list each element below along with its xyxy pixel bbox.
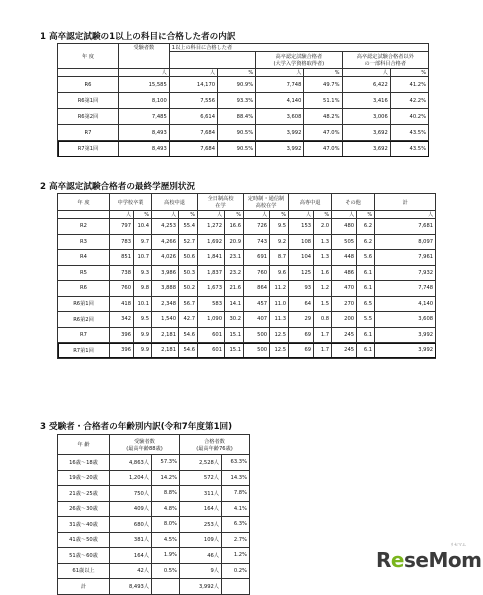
table-cell: 108 bbox=[289, 234, 314, 250]
table-cell: 14.1 bbox=[225, 296, 244, 312]
col-header-partial: 高卒認定試験合格者以外 の一部科目合格者 bbox=[342, 52, 428, 69]
table-row bbox=[58, 532, 250, 548]
table-cell: 7,748 bbox=[256, 77, 304, 93]
table-cell: 14,170 bbox=[169, 77, 217, 93]
table-cell: 457 bbox=[244, 296, 270, 312]
col-header-examinees: 受験者数 (最高年齢88歳) bbox=[110, 435, 180, 455]
table-cell: 760 bbox=[110, 281, 134, 297]
unit-cell: 人 bbox=[110, 211, 134, 219]
table-cell: 1.6 bbox=[314, 265, 332, 281]
table-cell: 3,992 bbox=[375, 327, 436, 343]
table-cell: 8.0% bbox=[152, 517, 180, 533]
table-cell: 15.1 bbox=[225, 327, 244, 343]
table-cell: 90.5% bbox=[218, 141, 256, 157]
table-cell: 6.3% bbox=[222, 517, 250, 533]
table-cell: 4,140 bbox=[256, 93, 304, 109]
table-cell: 4,140 bbox=[375, 296, 436, 312]
unit-cell: % bbox=[218, 69, 256, 77]
unit-cell: 人 bbox=[375, 211, 436, 219]
table-cell: 396 bbox=[110, 343, 134, 359]
row-label: R7第1回 bbox=[58, 141, 119, 157]
table-cell: 505 bbox=[332, 234, 357, 250]
table-cell: 9人 bbox=[180, 563, 222, 579]
table-cell: 40.2% bbox=[390, 109, 428, 125]
col-header-year: 年 度 bbox=[58, 44, 119, 69]
table-cell: 738 bbox=[110, 265, 134, 281]
table-cell: 55.4 bbox=[179, 219, 198, 235]
table-cell: 7,748 bbox=[375, 281, 436, 297]
section-1-title: 1 高卒認定試験の1以上の科目に合格した者の内訳 bbox=[40, 32, 236, 42]
table-cell: 342 bbox=[110, 312, 134, 328]
table-cell: 11.3 bbox=[270, 312, 289, 328]
table-row bbox=[58, 93, 429, 109]
col-header-age: 年 齢 bbox=[58, 435, 110, 455]
row-label: R6 bbox=[58, 281, 110, 297]
table-row bbox=[58, 312, 436, 328]
table-cell: 5.6 bbox=[357, 250, 375, 266]
table-cell: 42人 bbox=[110, 563, 152, 579]
col-header-passed-one-or-more: 1以上の科目に合格した者 bbox=[169, 44, 428, 52]
row-label: R2 bbox=[58, 219, 110, 235]
table-cell: 42.7 bbox=[179, 312, 198, 328]
table-cell: 750人 bbox=[110, 486, 152, 502]
table-cell: 9.6 bbox=[270, 265, 289, 281]
table-cell: 1,837 bbox=[198, 265, 225, 281]
unit-cell: 人 bbox=[256, 69, 304, 77]
table-cell: 1,272 bbox=[198, 219, 225, 235]
table-cell: 10.1 bbox=[134, 296, 152, 312]
table-cell: 3,992 bbox=[256, 125, 304, 141]
table-cell: 2,528人 bbox=[180, 455, 222, 471]
row-label: R5 bbox=[58, 265, 110, 281]
unit-cell: % bbox=[314, 211, 332, 219]
table-cell: 3,692 bbox=[342, 125, 390, 141]
table-cell: 0.5% bbox=[152, 563, 180, 579]
table-cell: 9.7 bbox=[134, 234, 152, 250]
row-label: R7 bbox=[58, 327, 110, 343]
table-cell: 7,932 bbox=[375, 265, 436, 281]
table-cell: 54.6 bbox=[179, 343, 198, 359]
table-cell: 1,841 bbox=[198, 250, 225, 266]
table-cell: 11.0 bbox=[270, 296, 289, 312]
table-cell: 9.3 bbox=[134, 265, 152, 281]
unit-cell: % bbox=[225, 211, 244, 219]
table-cell: 8.7 bbox=[270, 250, 289, 266]
col-header-examinees: 受験者数 bbox=[118, 44, 169, 69]
table-cell: 760 bbox=[244, 265, 270, 281]
table-cell: 93.3% bbox=[218, 93, 256, 109]
col-header-parttime-hs: 定時制・通信制 高校在学 bbox=[244, 194, 289, 211]
table-cell: 572人 bbox=[180, 470, 222, 486]
unit-cell: 人 bbox=[152, 211, 179, 219]
unit-cell: 人 bbox=[118, 69, 169, 77]
table-cell: 164人 bbox=[180, 501, 222, 517]
table-cell: 3,992 bbox=[375, 343, 436, 359]
table-cell: 69 bbox=[289, 343, 314, 359]
table-cell: 4.5% bbox=[152, 532, 180, 548]
col-header-hs-dropout: 高校中退 bbox=[152, 194, 198, 211]
col-header-fulltime-hs: 全日制高校 在学 bbox=[198, 194, 244, 211]
row-label: R3 bbox=[58, 234, 110, 250]
table-cell: 6.1 bbox=[357, 265, 375, 281]
table-row bbox=[58, 501, 250, 517]
table-cell: 29 bbox=[289, 312, 314, 328]
unit-cell: 人 bbox=[332, 211, 357, 219]
table-cell: 64 bbox=[289, 296, 314, 312]
table-cell: 2.7% bbox=[222, 532, 250, 548]
table-cell: 4.1% bbox=[222, 501, 250, 517]
table-row bbox=[58, 343, 436, 359]
table-row bbox=[58, 141, 429, 157]
table-cell: 726 bbox=[244, 219, 270, 235]
table-cell: 1,540 bbox=[152, 312, 179, 328]
table-cell: 43.5% bbox=[390, 141, 428, 157]
section-3-title: 3 受験者・合格者の年齢別内訳(令和7年度第1回) bbox=[40, 422, 233, 432]
pass-breakdown-table bbox=[57, 43, 429, 157]
table-cell: 783 bbox=[110, 234, 134, 250]
table-cell: 125 bbox=[289, 265, 314, 281]
table-cell: 1.3 bbox=[314, 234, 332, 250]
table-row bbox=[58, 517, 250, 533]
table-cell: 30.2 bbox=[225, 312, 244, 328]
row-label: R7第1回 bbox=[58, 343, 110, 359]
table-cell: 8,493 bbox=[118, 141, 169, 157]
table-cell: 381人 bbox=[110, 532, 152, 548]
total-examinees: 8,493人 bbox=[110, 579, 152, 595]
table-cell: 7,961 bbox=[375, 250, 436, 266]
table-row bbox=[58, 281, 436, 297]
table-cell: 396 bbox=[110, 327, 134, 343]
table-cell: 200 bbox=[332, 312, 357, 328]
table-cell: 42.2% bbox=[390, 93, 428, 109]
table-cell: 16.6 bbox=[225, 219, 244, 235]
table-row bbox=[58, 250, 436, 266]
table-cell: 50.2 bbox=[179, 281, 198, 297]
unit-cell: % bbox=[390, 69, 428, 77]
table-cell: 8,100 bbox=[118, 93, 169, 109]
unit-cell: % bbox=[134, 211, 152, 219]
table-row bbox=[58, 296, 436, 312]
table-cell: 2,181 bbox=[152, 327, 179, 343]
table-cell: 49.7% bbox=[304, 77, 342, 93]
education-background-table bbox=[57, 193, 436, 359]
table-cell: 54.6 bbox=[179, 327, 198, 343]
unit-cell: % bbox=[357, 211, 375, 219]
table-cell: 20.9 bbox=[225, 234, 244, 250]
table-cell: 4,266 bbox=[152, 234, 179, 250]
table-row bbox=[58, 455, 250, 471]
table-cell: 7,485 bbox=[118, 109, 169, 125]
table-cell: 90.5% bbox=[218, 125, 256, 141]
table-cell: 15,585 bbox=[118, 77, 169, 93]
unit-cell bbox=[58, 69, 119, 77]
table-cell: 4,026 bbox=[152, 250, 179, 266]
table-row bbox=[58, 470, 250, 486]
table-cell: 500 bbox=[244, 343, 270, 359]
table-cell: 9.9 bbox=[134, 327, 152, 343]
table-cell: 3,888 bbox=[152, 281, 179, 297]
table-row bbox=[58, 327, 436, 343]
table-cell: 680人 bbox=[110, 517, 152, 533]
table-cell: 47.0% bbox=[304, 141, 342, 157]
table-cell: 1.2 bbox=[314, 281, 332, 297]
table-cell: 9.9 bbox=[134, 343, 152, 359]
table-cell: 486 bbox=[332, 265, 357, 281]
table-cell: 3,006 bbox=[342, 109, 390, 125]
table-cell: 14.2% bbox=[152, 470, 180, 486]
row-label: R6第1回 bbox=[58, 296, 110, 312]
row-label: 61歳以上 bbox=[58, 563, 110, 579]
table-cell: 470 bbox=[332, 281, 357, 297]
table-cell: 1,673 bbox=[198, 281, 225, 297]
table-cell: 7,684 bbox=[169, 141, 217, 157]
row-label: R4 bbox=[58, 250, 110, 266]
table-cell: 12.5 bbox=[270, 327, 289, 343]
table-row bbox=[58, 109, 429, 125]
table-cell: 601 bbox=[198, 327, 225, 343]
table-cell: 1.2% bbox=[222, 548, 250, 564]
total-label: 計 bbox=[58, 579, 110, 595]
table-cell: 3,608 bbox=[375, 312, 436, 328]
table-cell: 90.9% bbox=[218, 77, 256, 93]
table-cell: 1.7 bbox=[314, 327, 332, 343]
col-header-year: 年 度 bbox=[58, 194, 110, 211]
table-cell: 8.8% bbox=[152, 486, 180, 502]
row-label: 31歳～40歳 bbox=[58, 517, 110, 533]
table-cell: 2,348 bbox=[152, 296, 179, 312]
row-label: 41歳～50歳 bbox=[58, 532, 110, 548]
table-cell: 63.3% bbox=[222, 455, 250, 471]
table-cell: 12.5 bbox=[270, 343, 289, 359]
row-label: 19歳～20歳 bbox=[58, 470, 110, 486]
unit-cell: % bbox=[304, 69, 342, 77]
table-cell: 6.1 bbox=[357, 281, 375, 297]
table-cell: 21.6 bbox=[225, 281, 244, 297]
table-cell: 797 bbox=[110, 219, 134, 235]
table-cell: 2,181 bbox=[152, 343, 179, 359]
table-cell: 3,992 bbox=[256, 141, 304, 157]
table-cell: 1.3 bbox=[314, 250, 332, 266]
col-header-total: 計 bbox=[375, 194, 436, 211]
col-header-certified: 高卒認定試験合格者 (大学入学資格取得者) bbox=[256, 52, 342, 69]
table-row bbox=[58, 486, 250, 502]
table-cell: 4.8% bbox=[152, 501, 180, 517]
table-cell: 6.5 bbox=[357, 296, 375, 312]
unit-cell: 人 bbox=[169, 69, 217, 77]
unit-cell: 人 bbox=[342, 69, 390, 77]
table-cell: 11.2 bbox=[270, 281, 289, 297]
table-cell: 9.8 bbox=[134, 281, 152, 297]
unit-cell: 人 bbox=[244, 211, 270, 219]
table-cell: 0.8 bbox=[314, 312, 332, 328]
table-cell: 57.3% bbox=[152, 455, 180, 471]
table-cell: 1,090 bbox=[198, 312, 225, 328]
table-cell: 14.3% bbox=[222, 470, 250, 486]
table-cell: 9.5 bbox=[134, 312, 152, 328]
table-cell: 10.4 bbox=[134, 219, 152, 235]
table-cell: 245 bbox=[332, 327, 357, 343]
table-cell: 5.5 bbox=[357, 312, 375, 328]
table-cell: 56.7 bbox=[179, 296, 198, 312]
section-2-title: 2 高卒認定試験合格者の最終学歴別状況 bbox=[40, 182, 196, 192]
row-label: 26歳～30歳 bbox=[58, 501, 110, 517]
table-cell: 43.5% bbox=[390, 125, 428, 141]
table-cell: 8,493 bbox=[118, 125, 169, 141]
table-cell: 6.1 bbox=[357, 327, 375, 343]
table-row bbox=[58, 77, 429, 93]
empty-cell bbox=[152, 579, 180, 595]
table-cell: 7.8% bbox=[222, 486, 250, 502]
table-cell: 407 bbox=[244, 312, 270, 328]
table-cell: 104 bbox=[289, 250, 314, 266]
table-cell: 7,556 bbox=[169, 93, 217, 109]
table-cell: 41.2% bbox=[390, 77, 428, 93]
table-cell: 23.1 bbox=[225, 250, 244, 266]
table-cell: 7,681 bbox=[375, 219, 436, 235]
row-label: 16歳～18歳 bbox=[58, 455, 110, 471]
total-passers: 3,992人 bbox=[180, 579, 222, 595]
table-cell: 253人 bbox=[180, 517, 222, 533]
table-cell: 3,986 bbox=[152, 265, 179, 281]
table-cell: 0.2% bbox=[222, 563, 250, 579]
table-cell: 864 bbox=[244, 281, 270, 297]
table-cell: 583 bbox=[198, 296, 225, 312]
table-cell: 9.2 bbox=[270, 234, 289, 250]
table-cell: 418 bbox=[110, 296, 134, 312]
table-cell: 6.2 bbox=[357, 234, 375, 250]
table-cell: 23.2 bbox=[225, 265, 244, 281]
resemom-logo-kana: リセマム bbox=[450, 542, 466, 547]
table-cell: 851 bbox=[110, 250, 134, 266]
row-label: R6 bbox=[58, 77, 119, 93]
table-cell: 500 bbox=[244, 327, 270, 343]
col-header-kosen-dropout: 高専中退 bbox=[289, 194, 332, 211]
table-cell: 245 bbox=[332, 343, 357, 359]
unit-cell bbox=[58, 211, 110, 219]
table-cell: 1.9% bbox=[152, 548, 180, 564]
table-cell: 3,692 bbox=[342, 141, 390, 157]
table-cell: 6.1 bbox=[357, 343, 375, 359]
table-row bbox=[58, 234, 436, 250]
table-cell: 164人 bbox=[110, 548, 152, 564]
table-cell: 448 bbox=[332, 250, 357, 266]
table-cell: 51.1% bbox=[304, 93, 342, 109]
unit-cell: 人 bbox=[289, 211, 314, 219]
table-cell: 93 bbox=[289, 281, 314, 297]
row-label: R6第2回 bbox=[58, 109, 119, 125]
table-cell: 743 bbox=[244, 234, 270, 250]
table-cell: 480 bbox=[332, 219, 357, 235]
unit-cell: 人 bbox=[198, 211, 225, 219]
table-cell: 10.7 bbox=[134, 250, 152, 266]
table-cell: 69 bbox=[289, 327, 314, 343]
age-breakdown-table bbox=[57, 434, 250, 595]
row-label: R6第1回 bbox=[58, 93, 119, 109]
table-cell: 409人 bbox=[110, 501, 152, 517]
table-cell: 3,608 bbox=[256, 109, 304, 125]
table-cell: 153 bbox=[289, 219, 314, 235]
row-label: 21歳～25歳 bbox=[58, 486, 110, 502]
table-cell: 52.7 bbox=[179, 234, 198, 250]
table-cell: 9.5 bbox=[270, 219, 289, 235]
table-cell: 6,614 bbox=[169, 109, 217, 125]
unit-cell: % bbox=[179, 211, 198, 219]
table-cell: 691 bbox=[244, 250, 270, 266]
table-cell: 2.0 bbox=[314, 219, 332, 235]
table-cell: 47.0% bbox=[304, 125, 342, 141]
col-header-passers: 合格者数 (最高年齢76歳) bbox=[180, 435, 250, 455]
col-header-other: その他 bbox=[332, 194, 375, 211]
table-cell: 601 bbox=[198, 343, 225, 359]
table-cell: 7,684 bbox=[169, 125, 217, 141]
row-label: 51歳～60歳 bbox=[58, 548, 110, 564]
table-row bbox=[58, 563, 250, 579]
table-cell: 88.4% bbox=[218, 109, 256, 125]
table-cell: 48.2% bbox=[304, 109, 342, 125]
table-row bbox=[58, 125, 429, 141]
table-row bbox=[58, 265, 436, 281]
table-cell: 109人 bbox=[180, 532, 222, 548]
table-row bbox=[58, 548, 250, 564]
table-cell: 6.2 bbox=[357, 219, 375, 235]
table-cell: 8,097 bbox=[375, 234, 436, 250]
table-cell: 1,692 bbox=[198, 234, 225, 250]
table-cell: 50.6 bbox=[179, 250, 198, 266]
table-cell: 6,422 bbox=[342, 77, 390, 93]
resemom-logo: ReseMom bbox=[376, 548, 482, 572]
table-cell: 3,416 bbox=[342, 93, 390, 109]
empty-cell bbox=[222, 579, 250, 595]
table-cell: 1,204人 bbox=[110, 470, 152, 486]
table-cell: 4,253 bbox=[152, 219, 179, 235]
unit-cell: % bbox=[270, 211, 289, 219]
table-cell: 1.7 bbox=[314, 343, 332, 359]
table-cell: 50.3 bbox=[179, 265, 198, 281]
row-label: R7 bbox=[58, 125, 119, 141]
row-label: R6第2回 bbox=[58, 312, 110, 328]
table-cell: 15.1 bbox=[225, 343, 244, 359]
table-cell: 46人 bbox=[180, 548, 222, 564]
table-row bbox=[58, 219, 436, 235]
table-cell: 1.5 bbox=[314, 296, 332, 312]
table-cell: 4,863人 bbox=[110, 455, 152, 471]
col-header-junior-high: 中学校卒業 bbox=[110, 194, 152, 211]
table-cell: 311人 bbox=[180, 486, 222, 502]
table-cell: 270 bbox=[332, 296, 357, 312]
